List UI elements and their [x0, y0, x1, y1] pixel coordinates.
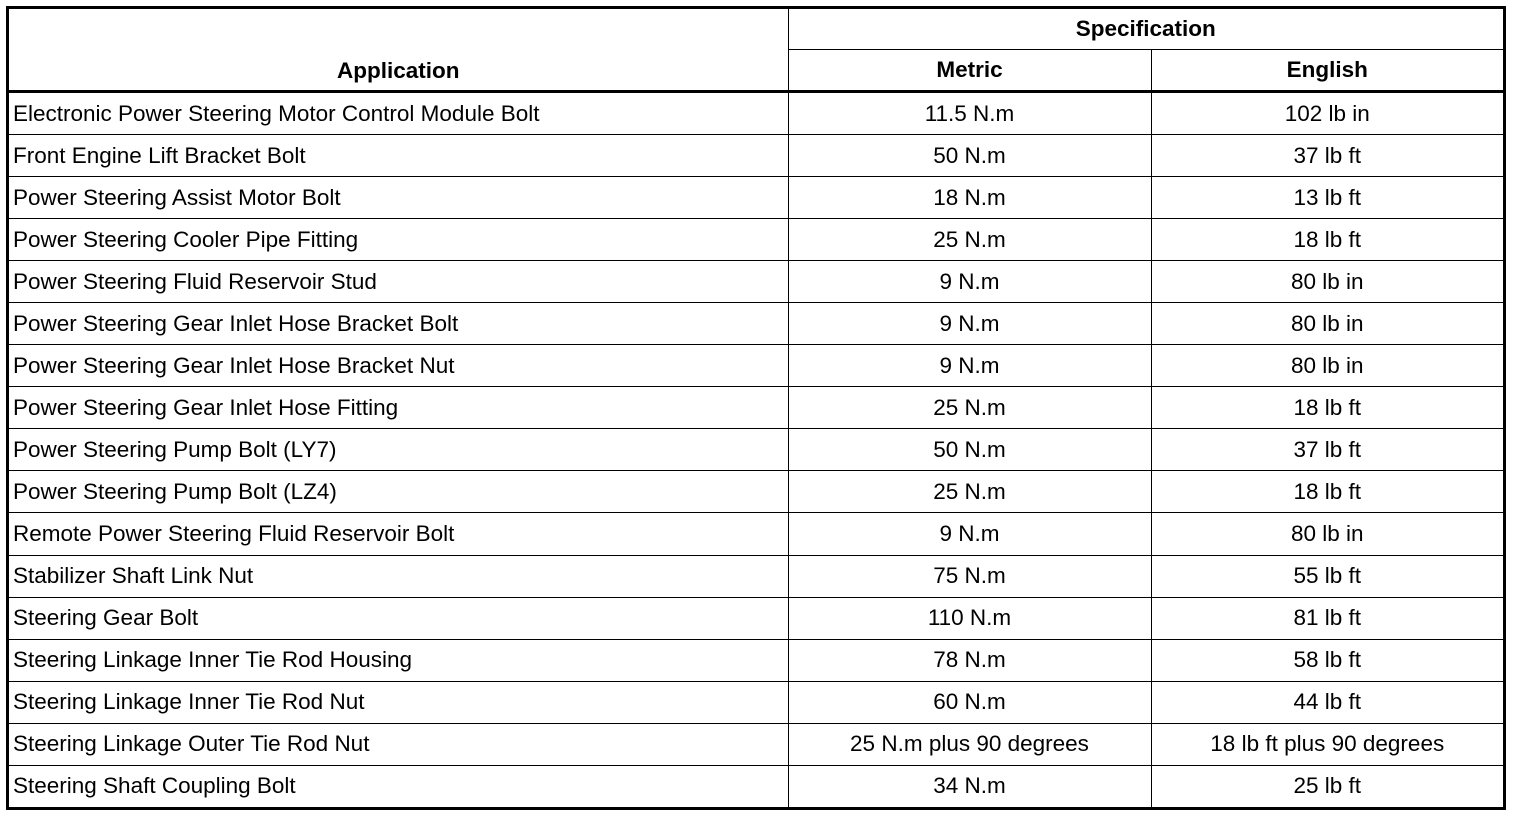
application-cell: Power Steering Pump Bolt (LZ4)	[9, 471, 788, 513]
application-cell: Steering Linkage Outer Tie Rod Nut	[9, 723, 788, 765]
table-row	[9, 177, 1503, 219]
english-column-header: English	[1151, 50, 1503, 92]
application-cell: Steering Linkage Inner Tie Rod Nut	[9, 681, 788, 723]
table-row	[9, 471, 1503, 513]
english-cell: 80 lb in	[1151, 345, 1503, 387]
metric-cell: 110 N.m	[788, 597, 1151, 639]
metric-cell: 9 N.m	[788, 345, 1151, 387]
table-row	[9, 513, 1503, 555]
table-row	[9, 92, 1503, 135]
metric-cell: 18 N.m	[788, 177, 1151, 219]
english-cell: 13 lb ft	[1151, 177, 1503, 219]
application-cell: Steering Linkage Inner Tie Rod Housing	[9, 639, 788, 681]
table-row	[9, 135, 1503, 177]
application-cell: Electronic Power Steering Motor Control Module Bolt	[9, 92, 788, 135]
metric-cell: 25 N.m	[788, 387, 1151, 429]
specification-table-frame	[6, 6, 1506, 810]
metric-cell: 25 N.m	[788, 219, 1151, 261]
table-body	[9, 92, 1503, 808]
metric-cell: 9 N.m	[788, 303, 1151, 345]
metric-cell: 50 N.m	[788, 135, 1151, 177]
table-row	[9, 765, 1503, 807]
application-cell: Power Steering Gear Inlet Hose Fitting	[9, 387, 788, 429]
metric-cell: 60 N.m	[788, 681, 1151, 723]
table-row	[9, 555, 1503, 597]
metric-cell: 25 N.m	[788, 471, 1151, 513]
application-cell: Steering Shaft Coupling Bolt	[9, 765, 788, 807]
metric-cell: 9 N.m	[788, 261, 1151, 303]
english-cell: 18 lb ft	[1151, 471, 1503, 513]
application-cell: Power Steering Gear Inlet Hose Bracket Nut	[9, 345, 788, 387]
table-row	[9, 303, 1503, 345]
english-cell: 102 lb in	[1151, 92, 1503, 135]
application-cell: Steering Gear Bolt	[9, 597, 788, 639]
table-row	[9, 639, 1503, 681]
application-cell: Power Steering Fluid Reservoir Stud	[9, 261, 788, 303]
english-cell: 37 lb ft	[1151, 135, 1503, 177]
metric-cell: 11.5 N.m	[788, 92, 1151, 135]
table-row	[9, 723, 1503, 765]
application-cell: Power Steering Assist Motor Bolt	[9, 177, 788, 219]
metric-cell: 25 N.m plus 90 degrees	[788, 723, 1151, 765]
table-row	[9, 345, 1503, 387]
application-cell: Remote Power Steering Fluid Reservoir Bolt	[9, 513, 788, 555]
fastener-specification-table	[9, 9, 1503, 807]
english-cell: 80 lb in	[1151, 261, 1503, 303]
table-row	[9, 597, 1503, 639]
application-cell: Front Engine Lift Bracket Bolt	[9, 135, 788, 177]
application-cell: Power Steering Gear Inlet Hose Bracket Bolt	[9, 303, 788, 345]
table-row	[9, 261, 1503, 303]
metric-cell: 9 N.m	[788, 513, 1151, 555]
table-row	[9, 219, 1503, 261]
english-cell: 37 lb ft	[1151, 429, 1503, 471]
english-cell: 55 lb ft	[1151, 555, 1503, 597]
english-cell: 18 lb ft plus 90 degrees	[1151, 723, 1503, 765]
english-cell: 18 lb ft	[1151, 387, 1503, 429]
application-cell: Power Steering Cooler Pipe Fitting	[9, 219, 788, 261]
english-cell: 80 lb in	[1151, 513, 1503, 555]
metric-cell: 34 N.m	[788, 765, 1151, 807]
application-cell: Stabilizer Shaft Link Nut	[9, 555, 788, 597]
english-cell: 58 lb ft	[1151, 639, 1503, 681]
english-cell: 18 lb ft	[1151, 219, 1503, 261]
table-row	[9, 387, 1503, 429]
table-row	[9, 681, 1503, 723]
metric-cell: 75 N.m	[788, 555, 1151, 597]
english-cell: 44 lb ft	[1151, 681, 1503, 723]
english-cell: 80 lb in	[1151, 303, 1503, 345]
metric-cell: 50 N.m	[788, 429, 1151, 471]
metric-cell: 78 N.m	[788, 639, 1151, 681]
metric-column-header: Metric	[788, 50, 1151, 92]
table-header	[9, 9, 1503, 92]
english-cell: 81 lb ft	[1151, 597, 1503, 639]
english-cell: 25 lb ft	[1151, 765, 1503, 807]
application-cell: Power Steering Pump Bolt (LY7)	[9, 429, 788, 471]
specification-column-header: Specification	[788, 9, 1503, 50]
application-column-header: Application	[9, 9, 788, 92]
table-row	[9, 429, 1503, 471]
